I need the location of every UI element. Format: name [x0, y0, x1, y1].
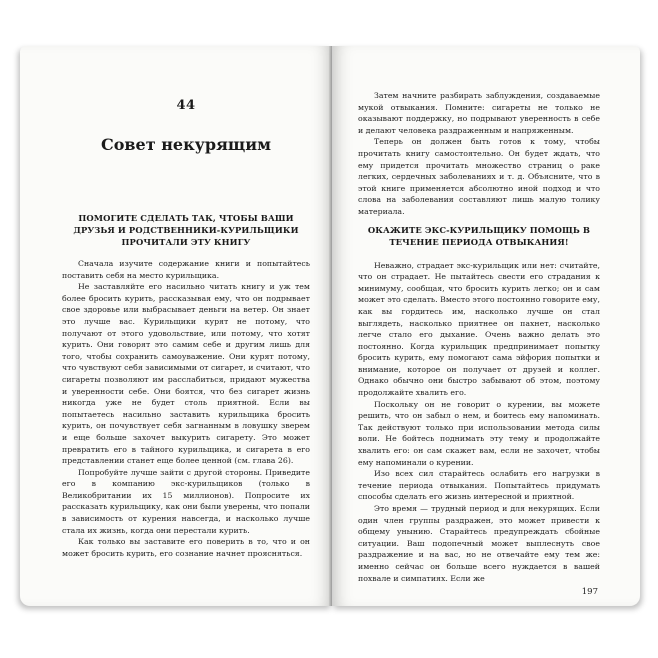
body-paragraph: Как только вы заставите его поверить в то, что и он может бросить курить, его сознание начнет проясняться.	[62, 537, 310, 558]
body-paragraph: Изо всех сил старайтесь ослабить его нагрузки в течение периода отвыкания. Попытайтесь придумать способы сделать его жизнь интересной и приятной.	[358, 469, 600, 502]
body-paragraph: Неважно, страдает экс-курильщик или нет: считайте, что он страдает. Не пытайтесь свести его страдания к минимуму, сообщая, что бросить курить легко; он и сам может это сделать. Вместо этого постоянно говорите ему, как вы гордитесь им, насколько лучше он стал выглядеть, насколько приятнее он пахнет, насколько легче стало его дыхание. Очень важно делать это постоянно. Когда курильщик предпринимает попытку бросить курить, ему помогают сама эйфория попытки и внимание, которое он получает от друзей и коллег. Однако обычно они быстро забывают об этом, поэтому продолжайте хвалить его.	[358, 260, 600, 398]
chapter-title: Совет некурящим	[101, 135, 271, 154]
section-heading: ОКАЖИТЕ ЭКС-КУРИЛЬЩИКУ ПОМОЩЬ В ТЕЧЕНИЕ ПЕРИОДА ОТВЫКАНИЯ!	[367, 224, 591, 247]
right-page	[332, 46, 640, 606]
page-number: 197	[581, 587, 598, 597]
body-paragraph: Теперь он должен быть готов к тому, чтобы прочитать книгу самостоятельно. Он будет ждать, что ему придется прочитать множество страниц о раке легких, сердечных заболеваниях и т. д. Объясните, что в этой книге применяется абсолютно иной подход и что слова на заболевания составляют лишь малую толику материала.	[358, 137, 600, 216]
body-paragraph: Это время — трудный период и для некурящих. Если один член группы раздражен, это может привести к общему унынию. Старайтесь предупреждать сбойные ситуации. Ваш подопечный может выплеснуть свое раздражение и на вас, но не отвечайте ему тем же: именно сейчас он больше всего нуждается в вашей похвале и симпатиях. Если же	[358, 504, 600, 583]
section-heading: ПОМОГИТЕ СДЕЛАТЬ ТАК, ЧТОБЫ ВАШИ ДРУЗЬЯ И РОДСТВЕННИКИ-КУРИЛЬЩИКИ ПРОЧИТАЛИ ЭТУ КНИГУ	[73, 213, 299, 247]
left-page	[20, 46, 332, 606]
body-paragraph: Сначала изучите содержание книги и попытайтесь поставить себя на место курильщика.	[62, 259, 310, 280]
body-paragraph: Попробуйте лучше зайти с другой стороны. Приведите его в компанию экс-курильщиков (только в Великобритании их 15 миллионов). Попросите их рассказать курильщику, как они были уверены, что попали в зависимость от курения навсегда, и насколько лучше стала их жизнь, когда они перестали курить.	[62, 467, 310, 535]
chapter-number: 44	[176, 98, 196, 113]
body-paragraph: Не заставляйте его насильно читать книгу и уж тем более бросить курить, рассказывая ему, что он подрывает свое здоровье или выбрасывает деньги на ветер. Он знает это лучше вас. Курильщики курят не потому, что получают от этого удовольствие, или потому, что хотят курить. Они говорят это самим себе и другим лишь для того, чтобы сохранить самоуважение. Они курят потому, что чувствуют себя зависимыми от сигарет, и считают, что сигареты позволяют им расслабиться, придают мужества и уверенности себе. Они боятся, что без сигарет жизнь никогда уже не будет столь приятной. Если вы попытаетесь насильно заставить курильщика бросить курить, он почувствует себя загнанным в ловушку зверем и еще больше захочет выкурить сигарету. Это может превратить его в тайного курильщика, и сигарета в его представлении станет еще более ценной (см. глава 26).	[62, 282, 310, 466]
body-paragraph: Затем начните разбирать заблуждения, создаваемые мукой отвыкания. Помните: сигареты не только не оказывают поддержку, но подрывают уверенность в себе и делают человека раздраженным и напряженным.	[358, 91, 600, 135]
open-book	[20, 46, 640, 606]
body-paragraph: Поскольку он не говорит о курении, вы можете решить, что он забыл о нем, и боитесь ему напоминать. Так действуют только при использовании метода силы воли. Не бойтесь поднимать эту тему и продолжайте хвалить его: он сам скажет вам, если не захочет, чтобы ему напоминали о курении.	[358, 399, 600, 467]
